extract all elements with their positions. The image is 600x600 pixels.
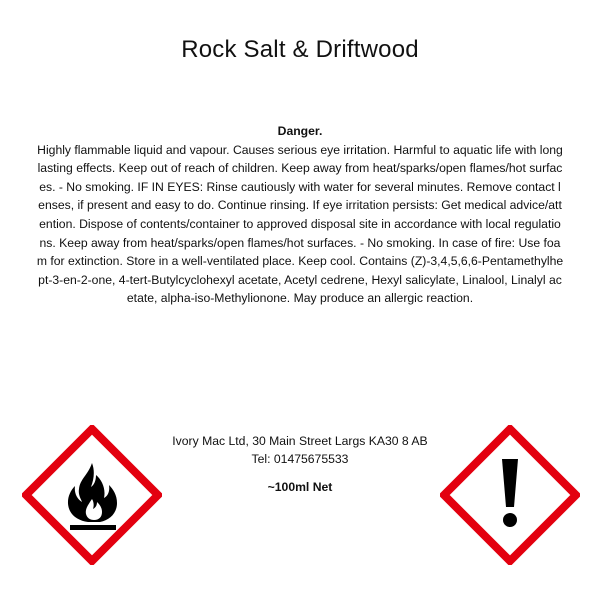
signal-word: Danger. bbox=[277, 124, 323, 138]
flammable-pictogram bbox=[22, 425, 162, 565]
hazard-statements: Highly flammable liquid and vapour. Causes serious eye irritation. Harmful to aquatic life with long lasting effects. Keep out of reach of children. Keep away from heat/sparks/open flames/hot surfaces. - No smoking. IF IN EYES: Rinse cautiously with water for several minutes. Remove contact lenses, if present and easy to do. Continue rinsing. If eye irritation persists: Get medical advice/attention. Dispose of contents/container to approved disposal site in accordance with local regulations. Keep away from heat/sparks/open flames/hot surfaces. - No smoking. In case of fire: Use foam for extinction. Store in a well-ventilated place. Keep cool. Contains (Z)-3,4,5,6,6-Pentamethylhept-3-en-2-one, 4-tert-Butylcyclohexyl acetate, Acetyl cedrene, Hexyl salicylate, Linalool, Linalyl acetate, alpha-iso-Methylionone. May produce an allergic reaction. bbox=[36, 142, 564, 306]
product-title: Rock Salt & Driftwood bbox=[181, 36, 419, 63]
supplier-phone: Tel: 01475675533 bbox=[251, 452, 349, 466]
supplier-info bbox=[150, 432, 450, 496]
flame-icon bbox=[22, 425, 162, 565]
hazard-warning bbox=[36, 122, 564, 308]
net-quantity: ~100ml Net bbox=[267, 480, 333, 494]
exclamation-mark-icon bbox=[440, 425, 580, 565]
irritant-pictogram bbox=[440, 425, 580, 565]
supplier-address: Ivory Mac Ltd, 30 Main Street Largs KA30 8 AB bbox=[172, 434, 428, 448]
